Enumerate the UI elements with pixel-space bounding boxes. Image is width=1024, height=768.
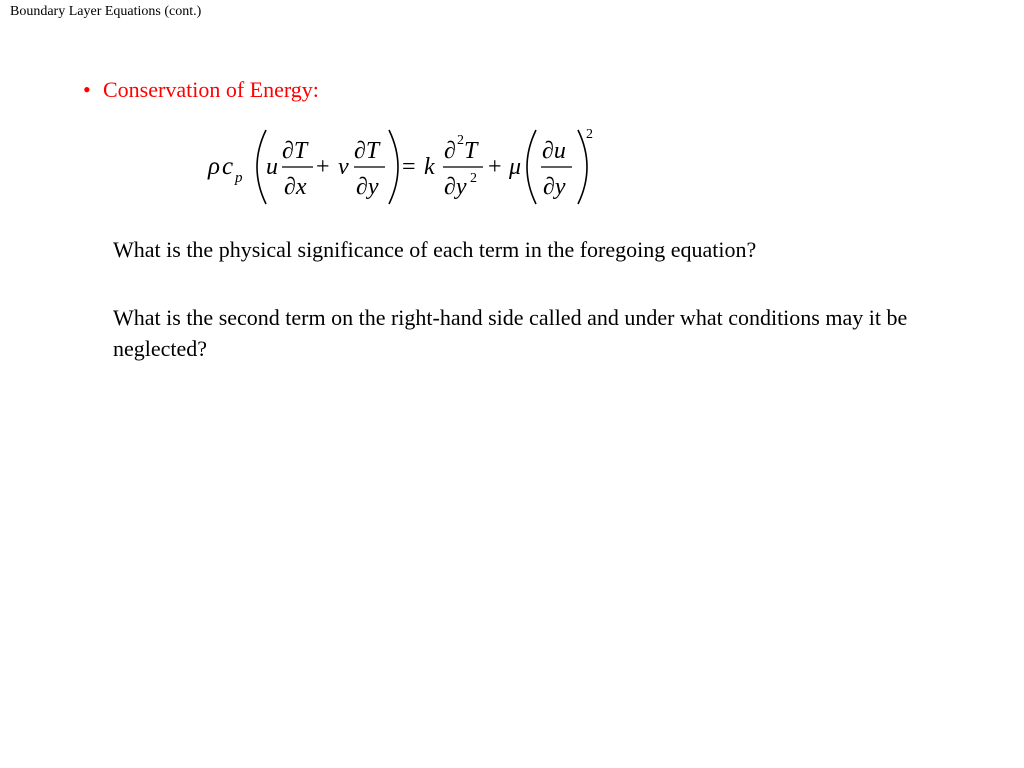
eq-t2-den: ∂y: [356, 174, 379, 200]
eq-mu: μ: [509, 154, 522, 180]
bullet-marker: •: [83, 77, 91, 102]
eq-right-paren: [389, 130, 398, 204]
eq-left-paren: [257, 130, 266, 204]
eq-rho: ρ: [208, 153, 220, 180]
question-physical-significance: What is the physical significance of each term in the foregoing equation?: [113, 237, 757, 262]
eq-k: k: [424, 154, 435, 180]
eq-t1-den: ∂x: [284, 174, 307, 200]
bullet-heading: Conservation of Energy:: [103, 77, 319, 102]
eq-plus-2: +: [488, 154, 502, 180]
eq-r2-num: ∂u: [542, 138, 566, 164]
eq-t2-num: ∂T: [354, 138, 380, 164]
eq-t1-num: ∂T: [282, 138, 308, 164]
eq-r2-power: 2: [586, 127, 593, 142]
energy-equation: [200, 122, 610, 212]
eq-r1-den: ∂y: [444, 174, 467, 200]
eq-v: v: [338, 154, 349, 180]
eq-u: u: [266, 154, 278, 180]
eq-c: c: [222, 153, 234, 180]
eq-plus-1: +: [316, 154, 330, 180]
eq-r1-T: T: [464, 138, 478, 164]
eq-r2-den: ∂y: [543, 174, 566, 200]
eq-left-paren-2: [527, 130, 536, 204]
slide-title: Boundary Layer Equations (cont.): [10, 4, 202, 19]
eq-r1-partial: ∂: [444, 138, 456, 164]
eq-r1-den-exp: 2: [470, 171, 477, 186]
bullet-item-conservation-of-energy: [83, 77, 319, 103]
eq-r1-exp: 2: [457, 133, 464, 148]
question-second-term: What is the second term on the right-hand side called and under what conditions may it be neglected?: [113, 305, 908, 361]
eq-equals: =: [402, 154, 416, 180]
eq-sub-p: p: [235, 170, 243, 186]
